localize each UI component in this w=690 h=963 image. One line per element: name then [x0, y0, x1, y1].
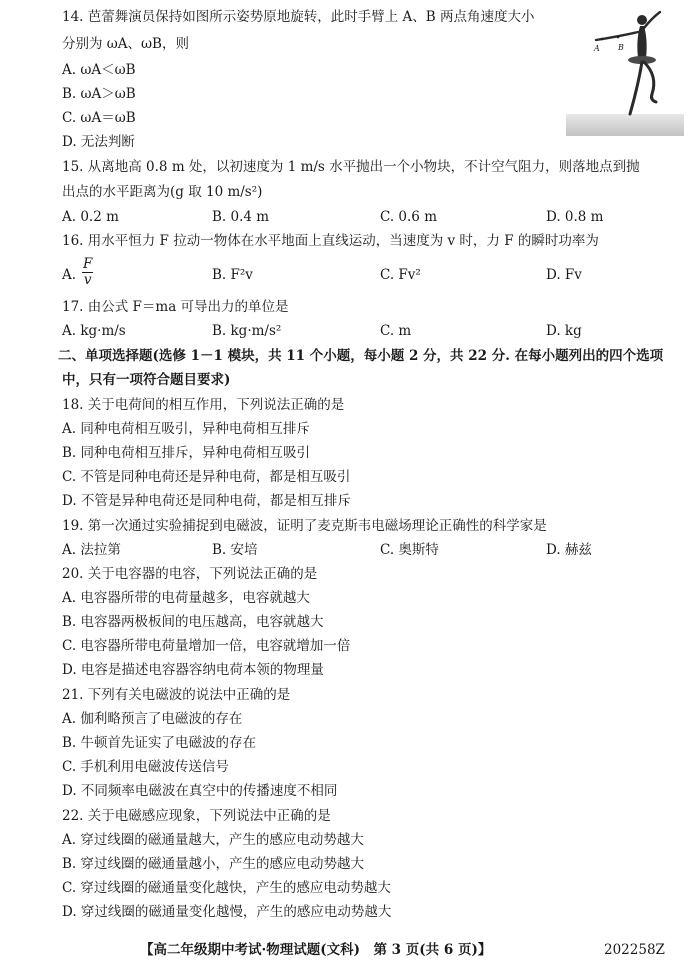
q16-option-d: D. Fv: [546, 267, 582, 283]
q21-stem: 21. 下列有关电磁波的说法中正确的是: [62, 687, 291, 703]
q14-option-b: B. ωA＞ωB: [62, 86, 136, 102]
section-2-heading-line2: 中，只有一项符合题目要求): [62, 372, 231, 388]
q19-option-d: D. 赫兹: [546, 542, 592, 558]
q14-option-a: A. ωA＜ωB: [62, 62, 136, 78]
q19-option-c: C. 奥斯特: [380, 542, 439, 558]
q14-stem-line1: 14. 芭蕾舞演员保持如图所示姿势原地旋转，此时手臂上 A、B 两点角速度大小: [62, 9, 535, 25]
q18-option-d: D. 不管是异种电荷还是同种电荷，都是相互排斥: [62, 493, 351, 509]
q20-option-d: D. 电容是描述电容器容纳电荷本领的物理量: [62, 662, 324, 678]
q22-option-d: D. 穿过线圈的磁通量变化越慢，产生的感应电动势越大: [62, 904, 392, 920]
q22-option-a: A. 穿过线圈的磁通量越大，产生的感应电动势越大: [62, 832, 364, 848]
q15-option-d: D. 0.8 m: [546, 209, 604, 225]
q14-option-c: C. ωA＝ωB: [62, 110, 136, 126]
q16-option-a-fraction: [82, 257, 93, 288]
q15-option-a: A. 0.2 m: [62, 209, 119, 225]
q14-option-d: D. 无法判断: [62, 134, 135, 150]
q16-fraction-numerator: F: [83, 256, 93, 272]
ballet-dancer-figure: [566, 6, 684, 136]
q18-stem: 18. 关于电荷间的相互作用，下列说法正确的是: [62, 397, 345, 413]
q15-option-b: B. 0.4 m: [212, 209, 270, 225]
q17-option-d: D. kg: [546, 323, 582, 339]
q16-fraction-denominator: v: [83, 272, 92, 288]
q21-option-c: C. 手机利用电磁波传送信号: [62, 759, 229, 775]
q19-option-a: A. 法拉第: [62, 542, 121, 558]
q16-option-c: C. Fv²: [380, 267, 421, 283]
q16-option-b: B. F²v: [212, 267, 253, 283]
q21-option-a: A. 伽利略预言了电磁波的存在: [62, 711, 243, 727]
q16-stem: 16. 用水平恒力 F 拉动一物体在水平地面上直线运动，当速度为 v 时，力 F 的瞬时功率为: [62, 233, 599, 249]
q18-option-b: B. 同种电荷相互排斥，异种电荷相互吸引: [62, 445, 311, 461]
page-footer-title: 【高二年级期中考试·物理试题(文科) 第 3 页(共 6 页)】: [140, 942, 492, 958]
q22-option-c: C. 穿过线圈的磁通量变化越快，产生的感应电动势越大: [62, 880, 391, 896]
section-2-heading-line1: 二、单项选择题(选修 1－1 模块，共 11 个小题，每小题 2 分，共 22 分. 在每小题列出的四个选项: [58, 348, 664, 364]
q15-option-c: C. 0.6 m: [380, 209, 437, 225]
q20-stem: 20. 关于电容器的电容，下列说法正确的是: [62, 566, 318, 582]
q17-stem: 17. 由公式 F＝ma 可导出力的单位是: [62, 299, 289, 315]
q16-option-a-label: A.: [62, 267, 77, 283]
q20-option-a: A. 电容器所带的电荷量越多，电容就越大: [62, 590, 310, 606]
q20-option-b: B. 电容器两极板间的电压越高，电容就越大: [62, 614, 324, 630]
q18-option-a: A. 同种电荷相互吸引，异种电荷相互排斥: [62, 421, 310, 437]
q21-option-d: D. 不同频率电磁波在真空中的传播速度不相同: [62, 783, 338, 799]
q22-stem: 22. 关于电磁感应现象，下列说法中正确的是: [62, 808, 331, 824]
figure-label-a: A: [594, 44, 600, 53]
q18-option-c: C. 不管是同种电荷还是异种电荷，都是相互吸引: [62, 469, 351, 485]
q15-stem-line1: 15. 从离地高 0.8 m 处，以初速度为 1 m/s 水平抛出一个小物块，不计空气阻力，则落地点到抛: [62, 159, 640, 175]
q17-option-b: B. kg·m/s²: [212, 323, 282, 339]
q15-stem-line2: 出点的水平距离为(g 取 10 m/s²): [62, 184, 263, 200]
q22-option-b: B. 穿过线圈的磁通量越小，产生的感应电动势越大: [62, 856, 365, 872]
q14-stem-line2: 分别为 ωA、ωB，则: [62, 36, 189, 52]
q21-option-b: B. 牛顿首先证实了电磁波的存在: [62, 735, 257, 751]
figure-label-b: B: [618, 43, 624, 52]
q17-option-c: C. m: [380, 323, 412, 339]
q20-option-c: C. 电容器所带电荷量增加一倍，电容就增加一倍: [62, 638, 351, 654]
q17-option-a: A. kg·m/s: [62, 323, 126, 339]
page-footer-code: 202258Z: [604, 942, 665, 958]
q19-stem: 19. 第一次通过实验捕捉到电磁波，证明了麦克斯韦电磁场理论正确性的科学家是: [62, 518, 547, 534]
q19-option-b: B. 安培: [212, 542, 258, 558]
